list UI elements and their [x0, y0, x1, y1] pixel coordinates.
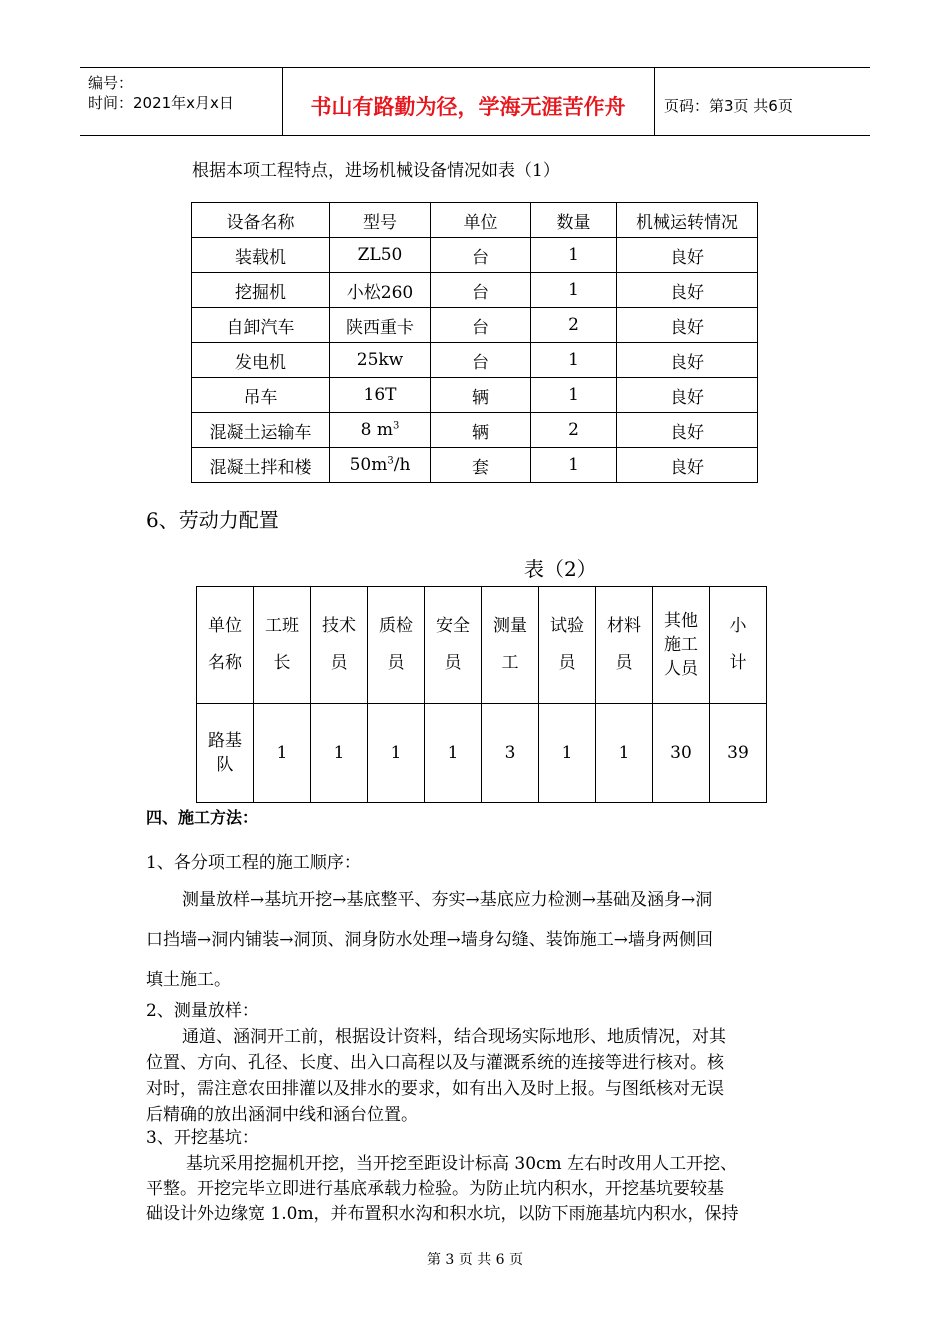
table-header-cell: [653, 587, 710, 704]
table-cell: 1: [368, 704, 425, 803]
table-header-row: [197, 587, 767, 704]
table-cell: 30: [653, 704, 710, 803]
item1-line: 测量放样→基坑开挖→基底整平、夯实→基底应力检测→基础及涵身→洞: [182, 890, 713, 910]
header-line: 计: [729, 653, 747, 673]
table-header-cell: 单位: [431, 203, 531, 238]
table-header-cell: [368, 587, 425, 704]
table-cell: 良好: [617, 413, 758, 448]
table-cell: 1: [596, 704, 653, 803]
table-row: [197, 704, 767, 803]
table-row: [192, 308, 758, 343]
superscript: 3: [392, 420, 400, 432]
table-cell: 1: [254, 704, 311, 803]
section-heading-labor: 6、劳动力配置: [146, 508, 279, 532]
table-row: [192, 413, 758, 448]
table-cell: 台: [431, 273, 531, 308]
row-name-line: 路基: [208, 731, 242, 751]
header-line: 施工: [664, 635, 698, 655]
table-row: [192, 343, 758, 378]
header-divider-right: [654, 67, 655, 135]
table-header-cell: [254, 587, 311, 704]
table-cell: 良好: [617, 343, 758, 378]
model-value: 8 m: [360, 420, 393, 440]
model-suffix: /h: [393, 455, 411, 475]
table-row: [192, 448, 758, 483]
header-line: 测量: [493, 616, 527, 636]
date-label: 时间：2021年x月x日: [88, 94, 234, 112]
model-value: 50m: [349, 455, 388, 475]
header-line: 试验: [550, 616, 584, 636]
header-line: 安全: [436, 616, 470, 636]
table-cell: 辆: [431, 413, 531, 448]
table-header-cell: [482, 587, 539, 704]
table-header-cell: 型号: [330, 203, 431, 238]
header-line: 员: [444, 653, 462, 673]
table-cell: 1: [531, 448, 617, 483]
table-cell: 1: [425, 704, 482, 803]
table-header-cell: [710, 587, 767, 704]
table-cell: [330, 448, 431, 483]
item2-title: 2、测量放样：: [146, 1001, 259, 1021]
header-bottom-rule: [80, 135, 870, 136]
header-line: 工: [501, 653, 519, 673]
item1-line: 填土施工。: [146, 970, 231, 990]
table-cell: 混凝土拌和楼: [192, 448, 330, 483]
labor-table: [196, 586, 767, 803]
table-header-cell: [425, 587, 482, 704]
table-header-cell: 数量: [531, 203, 617, 238]
header-line: 员: [615, 653, 633, 673]
table-cell: 台: [431, 308, 531, 343]
table-header-cell: 设备名称: [192, 203, 330, 238]
table-cell: 2: [531, 413, 617, 448]
header-line: 材料: [607, 616, 641, 636]
header-line: 员: [558, 653, 576, 673]
row-name-line: 队: [216, 755, 234, 775]
table-cell: ZL50: [330, 238, 431, 273]
table-header-cell: 机械运转情况: [617, 203, 758, 238]
table-cell: 良好: [617, 238, 758, 273]
item1-line: 口挡墙→洞内铺装→洞顶、洞身防水处理→墙身勾缝、装饰施工→墙身两侧回: [146, 930, 713, 950]
table-cell: 装载机: [192, 238, 330, 273]
table-cell: 39: [710, 704, 767, 803]
table-cell: 1: [531, 238, 617, 273]
table2-caption: 表（2）: [524, 557, 597, 581]
header-motto: 书山有路勤为径，学海无涯苦作舟: [310, 95, 626, 119]
table-header-cell: [197, 587, 254, 704]
header-line: 人员: [664, 659, 698, 679]
table-row: [192, 238, 758, 273]
item3-title: 3、开挖基坑：: [146, 1128, 259, 1148]
table-cell: 辆: [431, 378, 531, 413]
table-header-cell: [539, 587, 596, 704]
header-line: 长: [273, 653, 291, 673]
table-header-cell: [311, 587, 368, 704]
item3-line: 础设计外边缘宽 1.0m，并布置积水沟和积水坑，以防下雨施基坑内积水，保持: [146, 1204, 739, 1224]
table-cell: 25kw: [330, 343, 431, 378]
item2-line: 对时，需注意农田排灌以及排水的要求，如有出入及时上报。与图纸核对无误: [146, 1079, 724, 1099]
header-line: 其他: [664, 611, 698, 631]
item2-line: 通道、涵洞开工前，根据设计资料，结合现场实际地形、地质情况，对其: [182, 1027, 726, 1047]
intro-text: 根据本项工程特点，进场机械设备情况如表（1）: [192, 161, 560, 181]
table-cell: 套: [431, 448, 531, 483]
item2-line: 后精确的放出涵洞中线和涵台位置。: [146, 1105, 418, 1125]
item3-line: 平整。开挖完毕立即进行基底承载力检验。为防止坑内积水，开挖基坑要较基: [146, 1179, 724, 1199]
header-line: 单位: [208, 616, 242, 636]
table-cell: 吊车: [192, 378, 330, 413]
header-line: 技术: [322, 616, 356, 636]
table-cell: 台: [431, 343, 531, 378]
table-header-cell: [596, 587, 653, 704]
table-cell: 挖掘机: [192, 273, 330, 308]
table-row: [192, 378, 758, 413]
header-line: 员: [330, 653, 348, 673]
serial-label: 编号：: [88, 74, 134, 92]
page-label: 页码：第3页 共6页: [664, 97, 793, 115]
table-cell: 混凝土运输车: [192, 413, 330, 448]
table-cell: 1: [539, 704, 596, 803]
table-cell: [197, 704, 254, 803]
header-line: 小: [729, 616, 747, 636]
table-cell: 良好: [617, 378, 758, 413]
table-cell: 16T: [330, 378, 431, 413]
header-line: 工班: [265, 616, 299, 636]
table-cell: 陕西重卡: [330, 308, 431, 343]
table-cell: 1: [531, 273, 617, 308]
item3-line: 基坑采用挖掘机开挖，当开挖至距设计标高 30cm 左右时改用人工开挖、: [186, 1154, 738, 1174]
table-cell: 2: [531, 308, 617, 343]
table-cell: 台: [431, 238, 531, 273]
superscript: 3: [387, 455, 394, 467]
table-cell: 1: [531, 378, 617, 413]
item2-line: 位置、方向、孔径、长度、出入口高程以及与灌溉系统的连接等进行核对。核: [146, 1053, 724, 1073]
table-cell: [330, 413, 431, 448]
table-cell: 良好: [617, 448, 758, 483]
table-cell: 良好: [617, 273, 758, 308]
table-cell: 1: [311, 704, 368, 803]
table-row: [192, 273, 758, 308]
table-cell: 小松260: [330, 273, 431, 308]
table-cell: 1: [531, 343, 617, 378]
table-cell: 自卸汽车: [192, 308, 330, 343]
equipment-table: [191, 202, 758, 483]
header-line: 质检: [379, 616, 413, 636]
section-heading-methods: 四、施工方法：: [146, 808, 259, 827]
table-cell: 发电机: [192, 343, 330, 378]
header-line: 员: [387, 653, 405, 673]
header-line: 名称: [208, 653, 242, 673]
header-top-rule: [80, 67, 870, 68]
item1-title: 1、各分项工程的施工顺序：: [146, 853, 361, 873]
table-header-row: [192, 203, 758, 238]
table-cell: 3: [482, 704, 539, 803]
table-cell: 良好: [617, 308, 758, 343]
page-footer: 第 3 页 共 6 页: [426, 1252, 524, 1268]
